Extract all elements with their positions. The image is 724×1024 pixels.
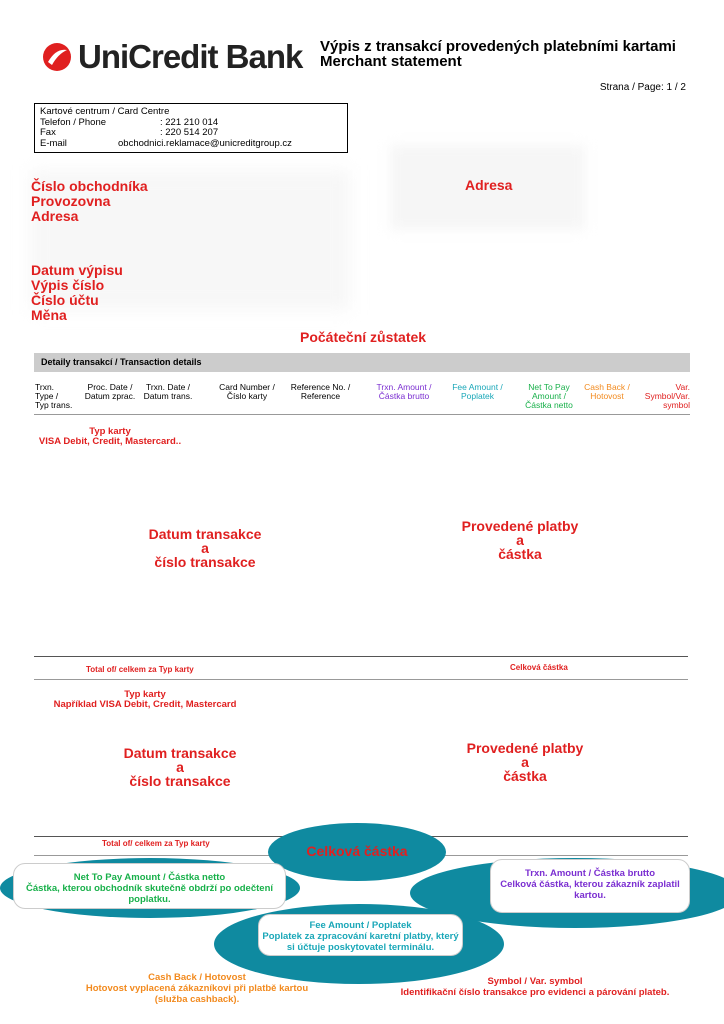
col-cashback-line: Hotovost <box>590 391 624 401</box>
email-value: obchodnici.reklamace@unicreditgroup.cz <box>118 137 292 149</box>
col-var-symbol-line: Symbol/Var. <box>644 391 690 401</box>
legend-symbol-text: Identifikační číslo transakce pro evidenci a párování plateb. <box>400 987 670 998</box>
logo-text: UniCredit Bank <box>78 38 303 75</box>
col-net-amount-line: Amount / <box>531 391 567 401</box>
account-number: Číslo účtu <box>31 292 99 308</box>
section1-total-label: Total of/ celkem za Typ karty <box>86 665 194 674</box>
section2-date-label <box>100 746 260 788</box>
statement-subtitle: Merchant statement <box>320 53 462 70</box>
col-card-number-line: Číslo karty <box>226 391 268 401</box>
section2-payments-line: Provedené platby <box>466 740 584 756</box>
col-card-number-line: Card Number / <box>219 382 275 392</box>
statement-info <box>31 263 123 323</box>
col-card-number <box>212 383 282 401</box>
section2-card-type <box>40 690 250 710</box>
col-fee-amount-line: Poplatek <box>460 391 495 401</box>
col-trxn-type-line: Type / <box>35 391 59 401</box>
section1-payments-line: Provedené platby <box>461 518 579 534</box>
col-proc-date <box>80 383 140 401</box>
legend-net-title: Net To Pay Amount / Částka netto <box>73 872 226 883</box>
col-cashback <box>578 383 636 401</box>
col-fee-amount <box>445 383 510 401</box>
col-proc-date-line: Proc. Date / <box>87 382 133 392</box>
statement-number: Výpis číslo <box>31 277 105 293</box>
col-reference-line: Reference <box>300 391 341 401</box>
section1-payments-label <box>440 519 600 561</box>
legend-symbol <box>375 976 695 998</box>
col-trxn-date-line: Trxn. Date / <box>145 382 191 392</box>
header-divider <box>34 414 690 415</box>
col-var-symbol-line: Var. <box>675 382 690 392</box>
address-right: Adresa <box>465 177 513 193</box>
transaction-table-header: Detaily transakcí / Transaction details <box>34 353 690 372</box>
merchant-address: Adresa <box>31 208 79 224</box>
legend-cashback <box>70 972 324 1005</box>
col-fee-amount-line: Fee Amount / <box>452 382 503 392</box>
statement-title: Výpis z transakcí provedených platebními kartami <box>320 38 676 55</box>
section2-card-examples: Například VISA Debit, Credit, Mastercard <box>53 699 237 710</box>
col-trxn-type-line: Typ trans. <box>35 400 73 410</box>
merchant-info <box>31 179 148 224</box>
unicredit-logo <box>42 38 302 76</box>
legend-total-amount: Celková částka <box>306 843 408 859</box>
col-net-amount-line: Net To Pay <box>528 382 570 392</box>
legend-gross-title: Trxn. Amount / Částka brutto <box>524 868 656 879</box>
section1-payments-line: a <box>516 532 524 548</box>
col-trxn-amount-line: Částka brutto <box>378 391 430 401</box>
legend-net-text: Částka, kterou obchodník skutečně obdrží po odečtení poplatku. <box>25 883 274 905</box>
section1-date-line: Datum transakce <box>148 526 262 542</box>
col-trxn-date <box>138 383 198 401</box>
fax-label: Fax <box>40 127 56 138</box>
col-var-symbol <box>630 383 690 410</box>
legend-gross-text: Celková částka, kterou zákazník zaplatil kartou. <box>500 879 680 901</box>
col-trxn-type <box>35 383 72 410</box>
col-trxn-amount <box>368 383 440 401</box>
card-centre-title: Kartové centrum / Card Centre <box>40 106 170 117</box>
section2-payments-line: částka <box>503 768 547 784</box>
col-trxn-amount-line: Trxn. Amount / <box>376 382 432 392</box>
section2-total-label: Total of/ celkem za Typ karty <box>102 839 210 848</box>
legend-cashback-text: Hotovost vyplacená zákazníkovi při platbě kartou (služba cashback). <box>85 983 309 1005</box>
col-proc-date-line: Datum zprac. <box>84 391 136 401</box>
section2-date-line: a <box>176 759 184 775</box>
unicredit-logo-icon <box>42 42 72 72</box>
col-net-amount <box>517 383 581 410</box>
col-reference <box>283 383 358 401</box>
legend-net <box>13 863 286 909</box>
legend-symbol-title: Symbol / Var. symbol <box>487 976 583 987</box>
col-cashback-line: Cash Back / <box>584 382 630 392</box>
section1-payments-line: částka <box>498 546 542 562</box>
legend-fee-title: Fee Amount / Poplatek <box>309 920 412 931</box>
section1-date-line: číslo transakce <box>154 554 256 570</box>
section2-date-line: Datum transakce <box>123 745 237 761</box>
merchant-number: Číslo obchodníka <box>31 178 148 194</box>
col-net-amount-line: Částka netto <box>525 400 573 410</box>
legend-fee <box>258 914 463 956</box>
merchant-branch: Provozovna <box>31 193 111 209</box>
section1-card-type <box>20 427 200 447</box>
section1-date-label <box>120 527 290 569</box>
email-label: E-mail <box>40 137 67 149</box>
currency: Měna <box>31 307 67 323</box>
section2-payments-label <box>445 741 605 783</box>
legend-cashback-title: Cash Back / Hotovost <box>148 972 246 983</box>
col-var-symbol-line: symbol <box>663 400 690 410</box>
card-centre-box <box>34 103 348 153</box>
col-reference-line: Reference No. / <box>290 382 351 392</box>
section2-date-line: číslo transakce <box>129 773 231 789</box>
statement-date: Datum výpisu <box>31 262 123 278</box>
col-trxn-date-line: Datum trans. <box>143 391 193 401</box>
phone-label: Telefon / Phone <box>40 116 107 128</box>
fax-value: : 220 514 207 <box>160 127 219 138</box>
section2-card-type-label: Typ karty <box>124 689 166 700</box>
phone-value: : 221 210 014 <box>160 116 219 128</box>
opening-balance: Počáteční zůstatek <box>300 329 427 345</box>
section1-end-line <box>34 679 688 680</box>
section1-card-type-label: Typ karty <box>89 426 131 437</box>
col-trxn-type-line: Trxn. <box>35 382 55 392</box>
section1-total-line <box>34 656 688 657</box>
legend-gross <box>490 859 690 913</box>
page-number: Strana / Page: 1 / 2 <box>599 82 686 93</box>
section1-total-amount: Celková částka <box>510 663 568 672</box>
section1-date-line: a <box>201 540 209 556</box>
legend-fee-text: Poplatek za zpracování karetní platby, který si účtuje poskytovatel terminálu. <box>262 931 459 953</box>
section1-card-examples: VISA Debit, Credit, Mastercard.. <box>38 436 182 447</box>
section2-payments-line: a <box>521 754 529 770</box>
